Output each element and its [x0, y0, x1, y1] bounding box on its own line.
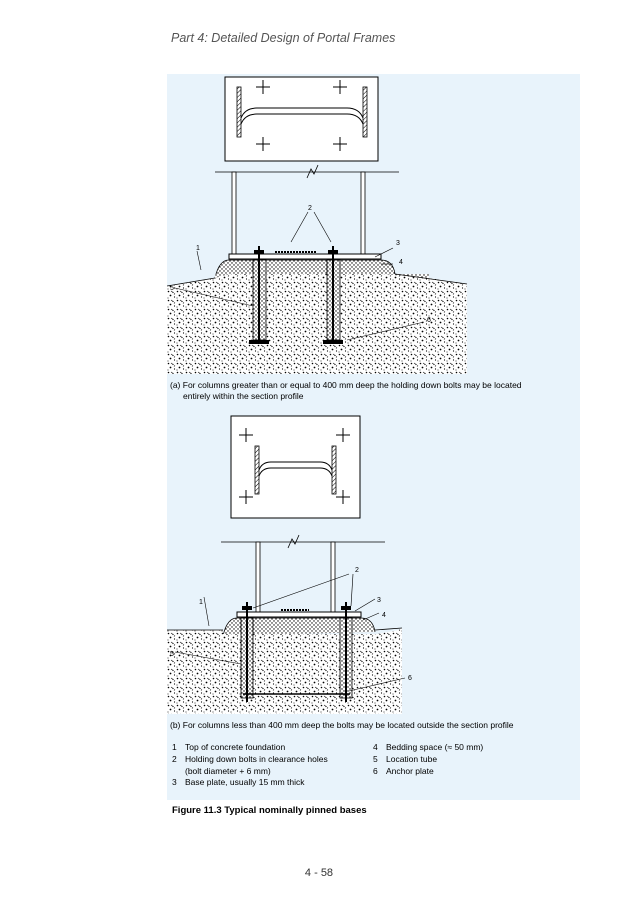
callout-3-b: 3 — [377, 597, 381, 604]
figure-panel — [167, 74, 580, 800]
callout-3-a: 3 — [396, 240, 400, 247]
callout-4-b: 4 — [382, 612, 386, 619]
legend-item: 6 Anchor plate — [373, 765, 434, 776]
elevation-view-a — [167, 165, 467, 374]
legend-left — [172, 742, 372, 789]
legend-item: 1 Top of concrete foundation — [172, 742, 286, 752]
plan-view-a — [225, 77, 378, 161]
callout-6-b: 6 — [408, 675, 412, 682]
callout-6-a: 6 — [427, 317, 431, 324]
figure-title: Figure 11.3 Typical nominally pinned bases — [172, 805, 367, 816]
page-number: 4 - 58 — [304, 867, 334, 879]
callout-4-a: 4 — [399, 259, 403, 266]
plan-view-b — [231, 416, 360, 518]
legend-item: 2 Holding down bolts in clearance holes — [172, 753, 328, 764]
callout-5-b: 5 — [170, 651, 174, 658]
running-header: Part 4: Detailed Design of Portal Frames — [171, 31, 396, 45]
elevation-view-b — [167, 535, 412, 714]
callout-2-b: 2 — [355, 567, 359, 574]
callout-2-a: 2 — [308, 205, 312, 212]
callout-1-b: 1 — [199, 599, 203, 606]
technical-drawing — [167, 74, 580, 800]
legend-item: 3 Base plate, usually 15 mm thick — [172, 777, 305, 788]
legend-right — [373, 742, 573, 777]
caption-b: (b) For columns less than 400 mm deep the bolts may be located outside the section profile — [170, 720, 514, 730]
caption-a — [170, 380, 575, 402]
legend-item: 4 Bedding space (≈ 50 mm) — [373, 742, 484, 752]
caption-a-line1: (a) For columns greater than or equal to 400 mm deep the holding down bolts may be located — [170, 380, 522, 390]
callout-5-a: 5 — [170, 285, 174, 292]
legend-item: (bolt diameter + 6 mm) — [185, 765, 271, 776]
legend-item: 5 Location tube — [373, 753, 438, 764]
caption-a-line2: entirely within the section profile — [183, 391, 304, 401]
callout-1-a: 1 — [196, 245, 200, 252]
